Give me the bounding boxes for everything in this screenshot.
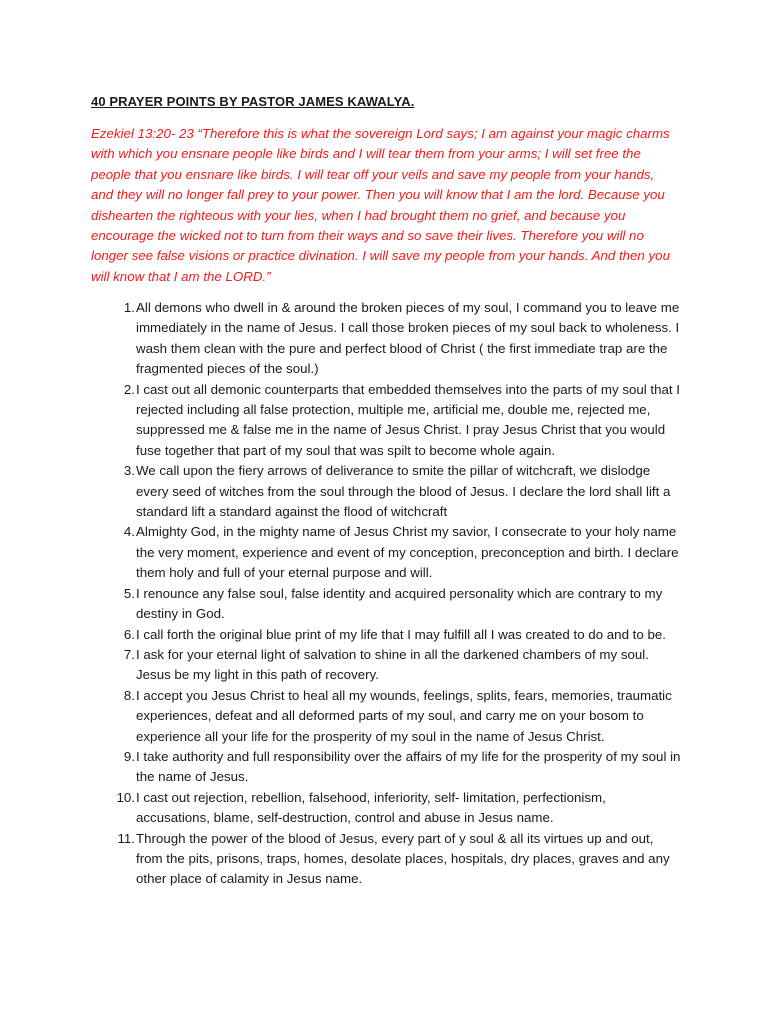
scripture-quote: Ezekiel 13:20- 23 “Therefore this is what the sovereign Lord says; I am against your magic charms with which you ensnare people like birds and I will tear them from your arms; I will set free the people that you ensnare like birds. I will tear off your veils and save my people from your hands, and they will no longer fall prey to your power. Then you will know that I am the lord. Because you dishearten the righteous with your lies, when I had brought them no grief, and because you encourage the wicked not to turn from their ways and so save their lives. Therefore you will no longer see false visions or practice divination. I will save my people from your hands. And then you will know that I am the LORD.” (91, 126, 670, 284)
list-item-text: Almighty God, in the mighty name of Jesus Christ my savior, I consecrate to your holy name the very moment, experience and event of my conception, preconception and birth. I declare them holy and full of your eternal purpose and will. (136, 524, 679, 581)
list-item (91, 686, 681, 747)
list-item-number: 6. (123, 626, 135, 642)
list-item (91, 645, 681, 686)
list-item (91, 298, 681, 380)
list-item (91, 747, 681, 788)
list-item-text: I call forth the original blue print of my life that I may fulfill all I was created to do and to be. (136, 626, 666, 642)
list-item-text: We call upon the fiery arrows of deliverance to smite the pillar of witchcraft, we dislodge every seed of witches from the soul through the blood of Jesus. I declare the lord shall lift a standard lift a standard against the flood of witchcraft (136, 463, 671, 520)
list-item-number: 9. (123, 748, 135, 764)
document-title: 40 PRAYER POINTS BY PASTOR JAMES KAWALYA. (91, 94, 415, 109)
list-item-text: All demons who dwell in & around the broken pieces of my soul, I command you to leave me immediately in the name of Jesus. I call those broken pieces of my soul back to wholeness. I wash them clean with the pure and perfect blood of Christ ( the first immediate trap are the fragmented pieces of the soul.) (136, 300, 680, 377)
list-item-number: 5. (123, 585, 135, 601)
list-item-text: I renounce any false soul, false identity and acquired personality which are contrary to my destiny in God. (136, 585, 663, 622)
list-item (91, 522, 681, 583)
list-item-number: 1. (123, 300, 135, 315)
prayer-list (91, 298, 681, 890)
list-item-number: 11. (117, 830, 135, 846)
list-item-text: I accept you Jesus Christ to heal all my wounds, feelings, splits, fears, memories, traumatic experiences, defeat and all deformed parts of my soul, and carry me on your bosom to experience all your life for the prosperity of my soul in the name of Jesus Christ. (136, 687, 672, 744)
list-item-text: I cast out all demonic counterparts that embedded themselves into the parts of my soul that I rejected including all false protection, multiple me, artificial me, double me, rejected me, suppressed me & false me in the name of Jesus Christ. I pray Jesus Christ that you would fuse together that part of my soul that was spilt to become whole again. (136, 381, 680, 458)
list-item (91, 788, 681, 829)
list-item-number: 4. (123, 524, 135, 540)
list-item-text: I ask for your eternal light of salvation to shine in all the darkened chambers of my soul. Jesus be my light in this path of recovery. (136, 646, 649, 683)
list-item (91, 625, 681, 645)
list-item-number: 3. (123, 463, 135, 479)
list-item-number: 8. (123, 687, 135, 703)
list-item (91, 461, 681, 522)
list-item-number: 2. (123, 381, 135, 397)
list-item-text: Through the power of the blood of Jesus, every part of y soul & all its virtues up and out, from the pits, prisons, traps, homes, desolate places, hospitals, dry places, graves and any other place of calamity in Jesus name. (136, 830, 670, 887)
list-item-number: 7. (123, 646, 135, 662)
list-item (91, 380, 681, 462)
list-item-number: 10. (116, 789, 135, 805)
list-item (91, 829, 681, 890)
list-item-text: I cast out rejection, rebellion, falsehood, inferiority, self- limitation, perfectionism, accusations, blame, self-destruction, control and abuse in Jesus name. (136, 789, 606, 826)
list-item (91, 584, 681, 625)
list-item-text: I take authority and full responsibility over the affairs of my life for the prosperity of my soul in the name of Jesus. (136, 748, 681, 785)
